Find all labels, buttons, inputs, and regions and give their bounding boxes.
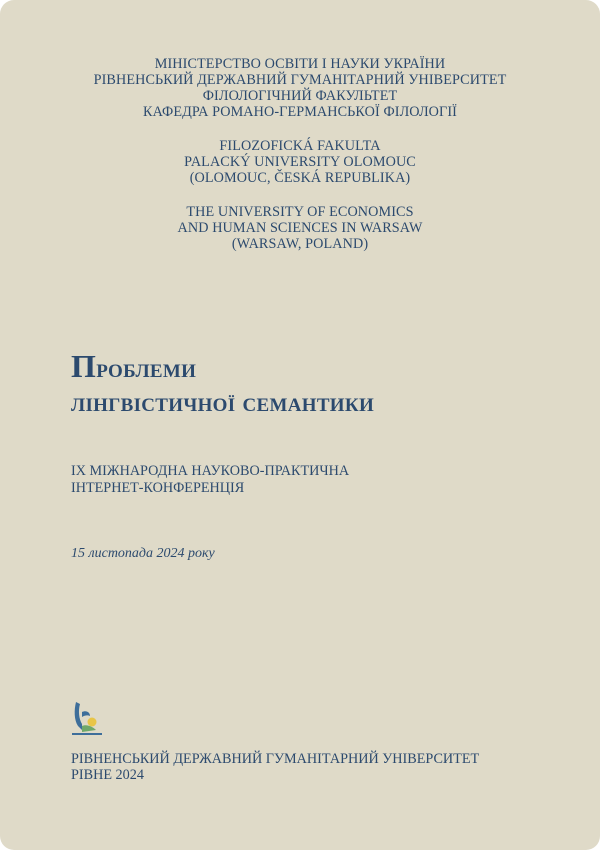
title-initial: П (71, 348, 97, 384)
department-line: КАФЕДРА РОМАНО-ГЕРМАНСЬКОЇ ФІЛОЛОГІЇ (143, 104, 457, 120)
university-line: РІВНЕНСЬКИЙ ДЕРЖАВНИЙ ГУМАНІТАРНИЙ УНІВЕРСИТЕТ (93, 72, 507, 88)
warsaw-university-line-1: THE UNIVERSITY OF ECONOMICS (186, 204, 414, 220)
ministry-header (0, 56, 600, 120)
title-line-1-rest: роблеми (96, 353, 197, 383)
ministry-line: МІНІСТЕРСТВО ОСВІТИ І НАУКИ УКРАЇНИ (154, 56, 446, 72)
subtitle-line-2: ІНТЕРНЕТ-КОНФЕРЕНЦІЯ (71, 480, 245, 496)
title-line-1 (71, 349, 374, 385)
title-line-2: лінгвістичної семантики (71, 387, 375, 417)
university-logo-icon (70, 700, 104, 738)
faculty-line: ФІЛОЛОГІЧНИЙ ФАКУЛЬТЕТ (202, 88, 398, 104)
warsaw-university-line-2: AND HUMAN SCIENCES IN WARSAW (177, 220, 423, 236)
conference-subtitle (71, 463, 349, 497)
warsaw-location-line: (WARSAW, POLAND) (231, 236, 369, 252)
olomouc-header (0, 138, 600, 186)
olomouc-university-line: PALACKÝ UNIVERSITY OLOMOUC (184, 154, 416, 170)
conference-date: 15 листопада 2024 року (71, 546, 215, 561)
olomouc-faculty-line: FILOZOFICKÁ FAKULTA (219, 138, 381, 154)
publisher-name: РІВНЕНСЬКИЙ ДЕРЖАВНИЙ ГУМАНІТАРНИЙ УНІВЕРСИТЕТ (71, 751, 480, 767)
olomouc-location-line: (OLOMOUC, ČESKÁ REPUBLIKA) (189, 170, 411, 186)
publisher-block (71, 751, 479, 783)
publisher-city-year: РІВНЕ 2024 (71, 767, 144, 783)
book-title (71, 349, 374, 419)
warsaw-header (0, 204, 600, 252)
subtitle-line-1: IX МІЖНАРОДНА НАУКОВО-ПРАКТИЧНА (71, 463, 350, 479)
